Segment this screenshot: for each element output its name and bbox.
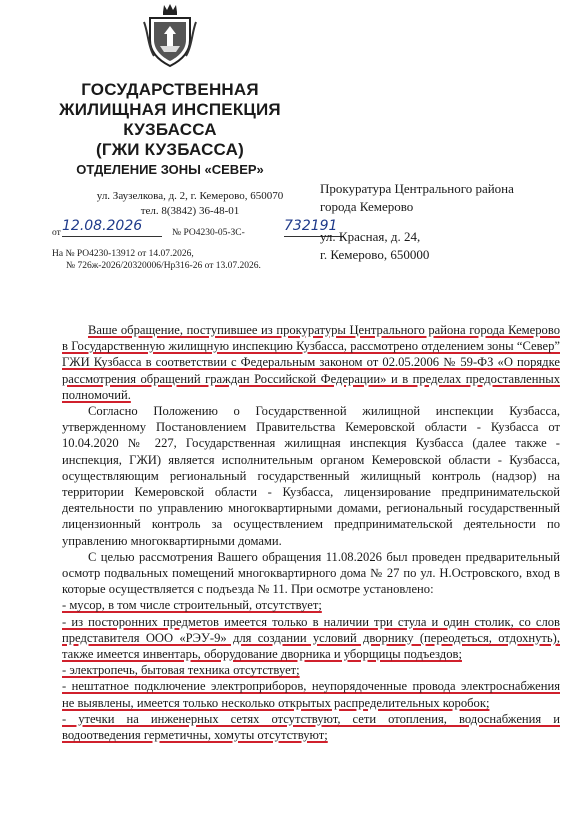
paragraph-appeal: Ваше обращение, поступившее из прокуратуры Центрального района города Кемерово в Государственную жилищную инспекцию Кузбасса, рассмотрено отделением зоны “Север” ГЖИ Кузбасса в соответствии с Федеральным законом от 02.05.2006 № 59-ФЗ «О порядке рассмотрения обращений граждан Российской Федерации» и в пределах предоставленных полномочий. (62, 323, 560, 402)
finding-item-garbage: - мусор, в том числе строительный, отсутствует; (62, 598, 322, 613)
organization-title: ГОСУДАРСТВЕННАЯ ЖИЛИЩНАЯ ИНСПЕКЦИЯ КУЗБАССА (ГЖИ КУЗБАССА) (59, 80, 281, 159)
letter-body (62, 322, 560, 743)
recipient-block (320, 180, 514, 216)
number-prefix: № РО4230-05-ЗС- (172, 228, 245, 238)
paragraph-inspection: С целью рассмотрения Вашего обращения 11.08.2026 был проведен предварительный осмотр подвальных помещений многоквартирного дома № 27 по ул. Н.Островского, вход в которые осуществляется с подъезда № 11. При осмотре установлено: (62, 549, 560, 597)
finding-item-networks: - утечки на инженерных сетях отсутствуют, сети отопления, водоснабжения и водоотведения герметичны, хомуты отсутствуют; (62, 711, 560, 743)
reference-line-1: На № РО4230-13912 от 14.07.2026, (52, 249, 194, 259)
finding-item-wiring: - нештатное подключение электроприборов, неупорядоченные провода электроснабжения не выявлены, имеется только несколько открытых распределительных коробок; (62, 679, 560, 710)
date-number-line (52, 218, 352, 242)
org-phone: тел. 8(3842) 36-48-01 (140, 205, 240, 217)
org-address: ул. Заузелкова, д. 2, г. Кемерово, 650070 (96, 190, 284, 202)
paragraph-regulation: Согласно Положению о Государственной жилищной инспекции Кузбасса, утвержденному Постановлением Правительства Кемеровской области - Кузбасса от 10.04.2020 № 227, Государственная жилищная инспекция Кузбасса (далее также - инспекция, ГЖИ) является исполнительным органом Кемеровской области - Кузбасса, осуществляющим региональный государственный жилищный контроль (надзор) на территории Кемеровской области - Кузбасса, лицензирование предпринимательской деятельности по управлению многоквартирными домами, региональный государственный лицензионный контроль за осуществлением предпринимательской деятельности по управлению многоквартирными домами. (62, 404, 560, 548)
recipient-city: города Кемерово (320, 199, 414, 214)
recipient-name: Прокуратура Центрального района (320, 181, 514, 196)
handwritten-number: 732191 (284, 218, 338, 234)
department-title: ОТДЕЛЕНИЕ ЗОНЫ «СЕВЕР» (76, 162, 264, 177)
date-prefix: от (52, 228, 61, 238)
recipient-address: ул. Красная, д. 24, г. Кемерово, 650000 (320, 229, 430, 262)
handwritten-date: 12.08.2026 (62, 218, 143, 234)
reference-line-2: № 726ж-2026/20320006/Нр316-26 от 13.07.2026. (66, 261, 261, 271)
finding-item-appliances: - электропечь, бытовая техника отсутствует; (62, 663, 300, 678)
finding-item-objects: - из посторонних предметов имеется только в наличии три стула и один столик, со слов представителя ООО «РЭУ-9» для создании условий дворнику (переодеться, отдохнуть), также имеется инвентарь, оборудование дворника и уборщицы подъездов; (62, 614, 560, 662)
coat-of-arms-icon (140, 2, 200, 68)
